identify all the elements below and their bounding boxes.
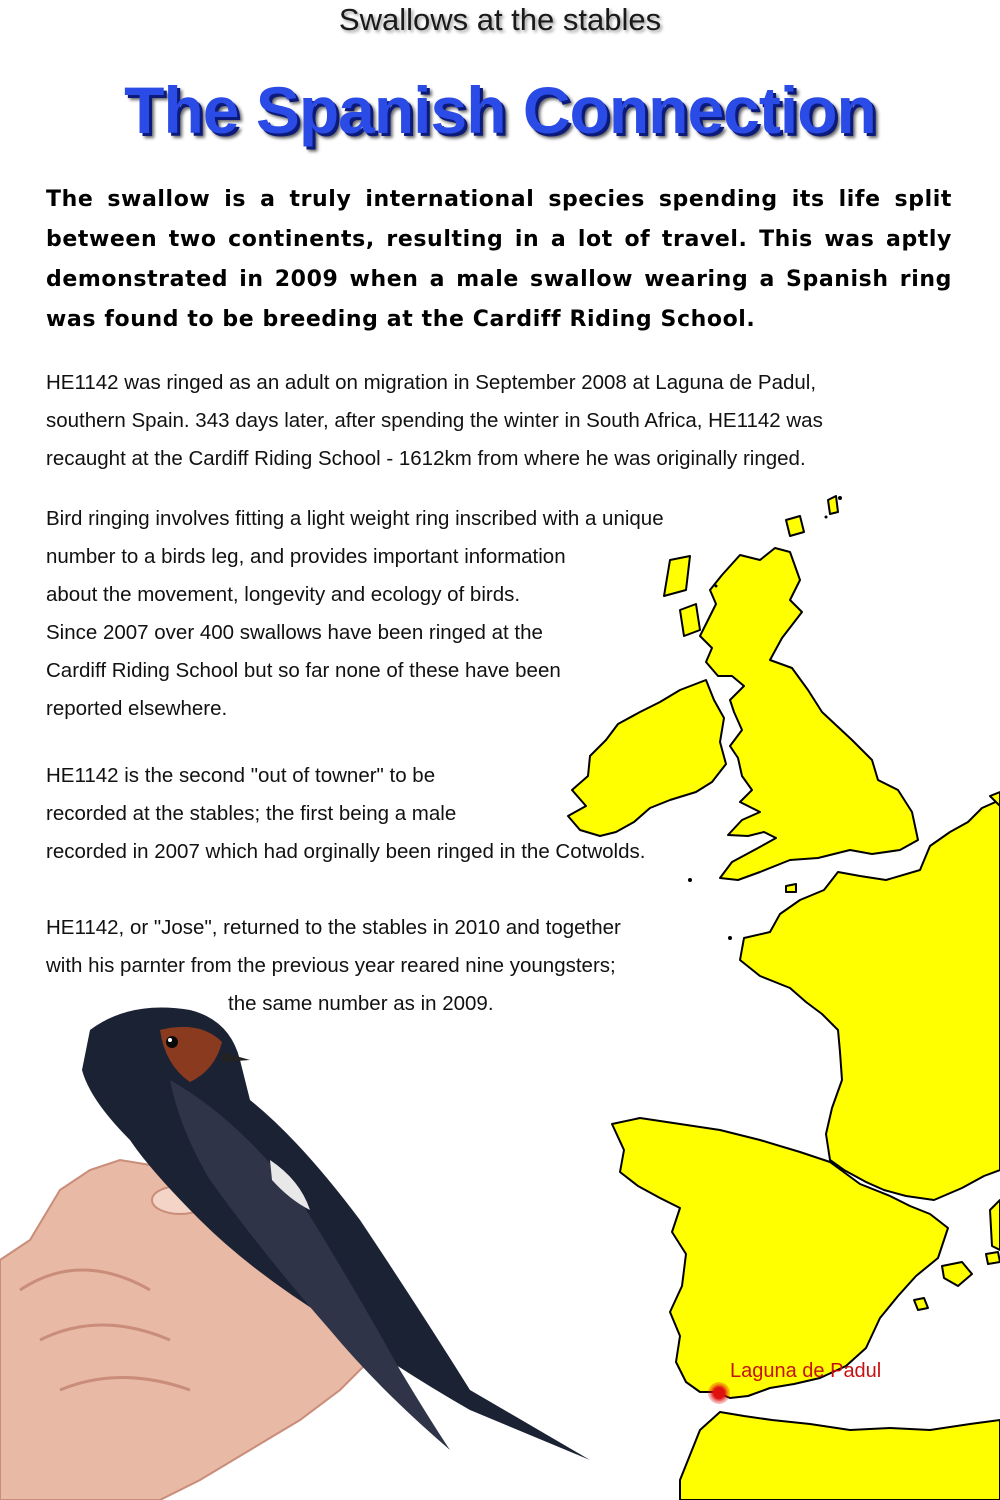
- paragraph-line: recaught at the Cardiff Riding School - 1612km from where he was originally ringed.: [46, 447, 806, 470]
- island-mallorca: [942, 1262, 972, 1286]
- paragraph-line: the same number as in 2009.: [228, 992, 494, 1015]
- island-menorca: [986, 1252, 1000, 1264]
- island-sardinia: [990, 1200, 1000, 1250]
- ringing-history-paragraph: [46, 364, 976, 478]
- jose-return-paragraph: [46, 909, 766, 1023]
- paragraph-line: HE1142 was ringed as an adult on migration in September 2008 at Laguna de Padul,: [46, 371, 817, 394]
- paragraph-line: Since 2007 over 400 swallows have been ringed at the: [46, 621, 543, 644]
- page-title: The Spanish Connection: [124, 73, 876, 147]
- island-channel: [786, 884, 796, 892]
- page-subtitle: Swallows at the stables: [338, 2, 662, 37]
- north-africa-landmass: [680, 1412, 1000, 1500]
- paragraph-line: Cardiff Riding School but so far none of these have been: [46, 659, 561, 682]
- paragraph-line: reported elsewhere.: [46, 697, 228, 720]
- paragraph-line: southern Spain. 343 days later, after spending the winter in South Africa, HE1142 was: [46, 409, 823, 432]
- island-shetland: [828, 496, 838, 514]
- island-ibiza: [914, 1298, 928, 1310]
- paragraph-line: recorded in 2007 which had orginally been ringed in the Cotwolds.: [46, 840, 646, 863]
- paragraph-line: Bird ringing involves fitting a light weight ring inscribed with a unique: [46, 507, 664, 530]
- map-location-label: Laguna de Padul: [730, 1360, 882, 1382]
- swallow-in-hand-illustration: [0, 990, 620, 1500]
- bird-ringing-paragraph: [46, 500, 806, 728]
- paragraph-line: about the movement, longevity and ecology of birds.: [46, 583, 521, 606]
- paragraph-line: recorded at the stables; the first being a male: [46, 802, 457, 825]
- paragraph-line: HE1142, or "Jose", returned to the stables in 2010 and together: [46, 916, 621, 939]
- paragraph-line: HE1142 is the second "out of towner" to be: [46, 764, 436, 787]
- paragraph-line: with his parnter from the previous year reared nine youngsters;: [46, 954, 616, 977]
- laguna-de-padul-marker: [708, 1382, 730, 1404]
- out-of-towner-paragraph: [46, 757, 766, 871]
- intro-paragraph: The swallow is a truly international species spending its life split between two continents, resulting in a lot of travel. This was aptly demonstrated in 2009 when a male swallow wearing a Spanish ring was found to be breeding at the Cardiff Riding School.: [46, 187, 952, 332]
- paragraph-line: number to a birds leg, and provides important information: [46, 545, 566, 568]
